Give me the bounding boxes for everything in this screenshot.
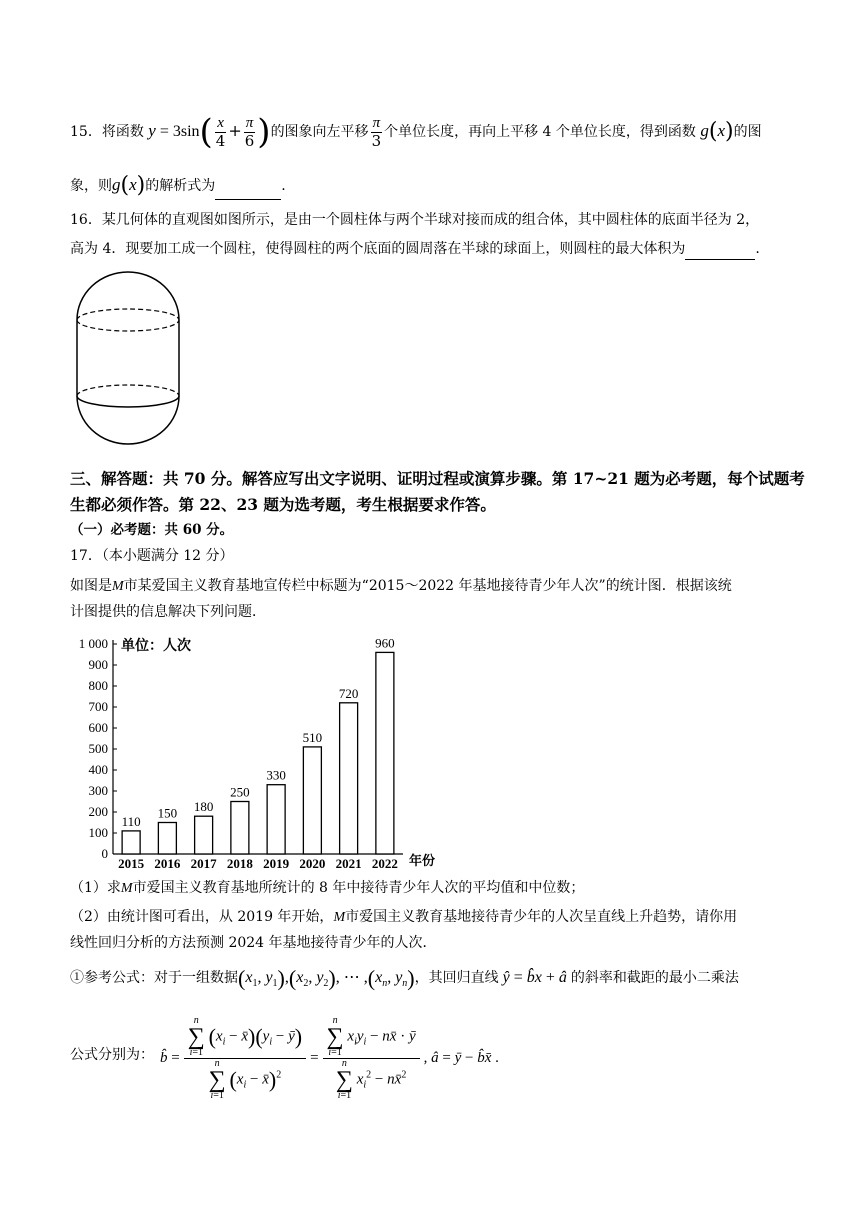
bottom-ellipse-front: [77, 396, 179, 407]
q15-line2-a: 象，则: [70, 178, 112, 194]
q16-line2-text: 高为 4．现要加工成一个圆柱，使得圆柱的两个底面的圆周落在半球的球面上，则圆柱的最大体积为: [70, 241, 686, 257]
q15-frac3-num: π: [372, 114, 381, 131]
q15-func-eq: = 3sin: [155, 123, 200, 140]
q15-paren-left: (: [199, 112, 213, 152]
b-frac1-num: n ∑ i=1 ($x_i$ − $x̄)(y_i$ − ȳ): [184, 1016, 306, 1059]
chart-xlabel: 年份: [409, 854, 436, 869]
b-frac1-den: n ∑ i=1 ($x_i$ − x̄)$^2$: [208, 1057, 282, 1101]
bar: [303, 747, 321, 854]
q15-line2: [70, 172, 286, 198]
y-tick-label: 700: [88, 699, 108, 714]
sum-sign-1: n ∑ i=1: [187, 1014, 205, 1058]
bar-value-label: 250: [230, 784, 250, 800]
y-tick-label: 100: [88, 825, 108, 840]
top-ellipse-front: [77, 320, 179, 331]
q17-header: 17．（本小题满分 12 分）: [70, 548, 234, 564]
q17-intro-b: 市某爱国主义教育基地宣传栏中标题为“2015～2022 年基地接待青少年人次”的统计图．根据该统: [123, 578, 732, 594]
y-tick-label: 300: [88, 783, 108, 798]
q15-g: g: [700, 121, 709, 140]
q17-part2: [70, 907, 737, 928]
bar-value-label: 720: [338, 685, 359, 701]
q16-line1: 16．某几何体的直观图如图所示，是由一个圆柱体与两个半球对接而成的组合体，其中圆柱体的底面半径为 2，: [70, 212, 760, 228]
q15-line1: [70, 111, 762, 151]
q17-intro-line2: 计图提供的信息解决下列问题．: [70, 604, 266, 620]
q15-answer-blank: [215, 173, 281, 200]
x-tick-label: 2019: [263, 856, 290, 870]
q16-answer-blank: [685, 239, 755, 260]
q15-line2-x: x: [129, 175, 137, 194]
y-tick-label: 0: [101, 846, 108, 861]
bar: [195, 816, 213, 854]
y-tick-label: 1 000: [78, 636, 108, 651]
bar-value-label: 330: [266, 767, 286, 783]
bar-value-label: 960: [375, 635, 395, 651]
q15-frac2-num: π: [245, 114, 254, 131]
x-tick-label: 2018: [226, 856, 253, 870]
least-squares-formula: [160, 1010, 499, 1106]
q16-period: .: [755, 241, 760, 257]
bar: [340, 703, 358, 854]
top-ellipse-back: [77, 309, 179, 320]
q17-part2-line2: 线性回归分析的方法预测 2024 年基地接待青少年的人次．: [70, 935, 437, 951]
q15-line2-paren-left: (: [120, 173, 130, 198]
bar: [376, 652, 394, 854]
q15-line2-paren-right: ): [136, 173, 146, 198]
q15-frac3-den: 3: [371, 131, 382, 150]
y-tick-label: 200: [88, 804, 108, 819]
bar-chart: [68, 630, 448, 870]
q15-paren2-left: (: [708, 119, 718, 144]
q17-part1: [70, 878, 584, 899]
x-tick-label: 2017: [190, 856, 217, 870]
data-set-expr: ($x_1$, $y_1),(x_2$, $y_2$), ⋯ $,(x_n$, $y_n$): [238, 965, 415, 991]
bar: [158, 823, 176, 855]
sum-sign-2: n ∑ i=1: [208, 1057, 226, 1101]
bar-value-label: 110: [121, 813, 141, 829]
b-frac2-num: n ∑ i=1 $x_iy_i$ − nx̄ · ȳ: [323, 1016, 420, 1059]
y-tick-label: 400: [88, 762, 108, 777]
q17-intro-m: M: [112, 579, 124, 594]
bar-value-label: 150: [157, 805, 178, 821]
a-hat: , â = ȳ − b̂x̄ .: [423, 1049, 499, 1066]
y-tick-label: 800: [88, 678, 108, 693]
b-hat-frac2: [323, 1016, 420, 1101]
bar: [231, 802, 249, 855]
q17-p1-b: 市爱国主义教育基地所统计的 8 年中接待青少年人次的平均值和中位数；: [132, 880, 585, 896]
x-tick-label: 2021: [335, 856, 362, 870]
equals-sign: =: [310, 1049, 319, 1066]
section3-subtitle: （一）必考题：共 60 分。: [70, 522, 234, 538]
q15-text1: 将函数: [101, 124, 144, 140]
q15-text4: 的图: [733, 124, 762, 140]
x-tick-label: 2022: [371, 856, 398, 870]
capsule-outline: [77, 272, 179, 444]
q15-text3: 个单位长度，再向上平移 4 个单位长度，得到函数: [384, 124, 696, 140]
q15-frac1-den: 4: [215, 131, 226, 150]
x-tick-label: 2016: [154, 856, 181, 870]
q17-reference: [70, 964, 739, 992]
regression-line-expr: ŷ = b̂x + â: [502, 969, 567, 986]
bar: [267, 785, 285, 854]
q17-formula-line: [70, 1045, 154, 1065]
bar-value-label: 180: [193, 799, 214, 815]
y-tick-label: 500: [88, 741, 108, 756]
q15-paren-right: ): [257, 112, 271, 152]
q17-p2-m: M: [333, 910, 346, 925]
bar-value-label: 510: [302, 729, 323, 745]
y-tick-label: 600: [88, 720, 108, 735]
q17-intro-a: 如图是: [70, 578, 112, 594]
q17-ref-b: ，其回归直线: [414, 970, 499, 986]
capsule-figure: [72, 268, 184, 454]
q17-ref-c: 的斜率和截距的最小二乘法: [570, 970, 739, 986]
q17-p2-b: 市爱国主义教育基地接待青少年的人次呈直线上升趋势，请你用: [345, 909, 738, 925]
q15-func-lhs: y: [148, 121, 156, 140]
q17-formula-label: 公式分别为：: [70, 1047, 154, 1063]
b-frac2-den: n ∑ i=1 $x_i^2$ − nx̄$^2$: [335, 1057, 407, 1101]
y-tick-label: 900: [88, 657, 108, 672]
q15-frac1-num: x: [217, 114, 224, 131]
q15-frac-x4: [214, 115, 228, 150]
bottom-ellipse-back: [77, 385, 179, 396]
x-tick-label: 2015: [118, 856, 145, 870]
q15-line2-b: 的解析式为: [145, 178, 216, 194]
section3-title: 三、解答题：共 70 分。解答应写出文字说明、证明过程或演算步骤。第 17~21 题为必考题，每个试题考生都必须作答。第 22、23 题为选考题，考生根据要求作答。: [70, 469, 805, 514]
q15-frac2-den: 6: [244, 131, 255, 150]
q17-ref-a: ①参考公式：对于一组数据: [70, 970, 238, 986]
q15-line2-g: g: [112, 175, 121, 194]
q15-frac-pi3: [370, 115, 384, 150]
x-tick-label: 2020: [299, 856, 326, 870]
q15-period: .: [281, 178, 286, 194]
q15-number: 15．: [70, 124, 102, 140]
q17-p1-a: （1）求: [70, 880, 121, 896]
q15-plus: +: [228, 121, 242, 140]
chart-unit-title: 单位：人次: [121, 638, 191, 654]
sum-sign-3: n ∑ i=1: [326, 1014, 344, 1058]
q15-frac-pi6: [243, 115, 257, 150]
q17-p1-m: M: [120, 881, 133, 896]
q15-paren2-right: ): [725, 119, 734, 144]
bar: [122, 831, 140, 854]
q17-p2-a: （2）由统计图可看出，从 2019 年开始，: [70, 909, 334, 925]
q15-x: x: [717, 121, 726, 140]
q16-line2: [70, 239, 760, 260]
q17-intro: [70, 576, 732, 597]
q15-text2: 的图象向左平移: [270, 124, 369, 140]
sum-sign-4: n ∑ i=1: [335, 1057, 353, 1101]
b-hat-frac1: [184, 1016, 306, 1101]
b-hat: b̂ =: [160, 1049, 180, 1066]
